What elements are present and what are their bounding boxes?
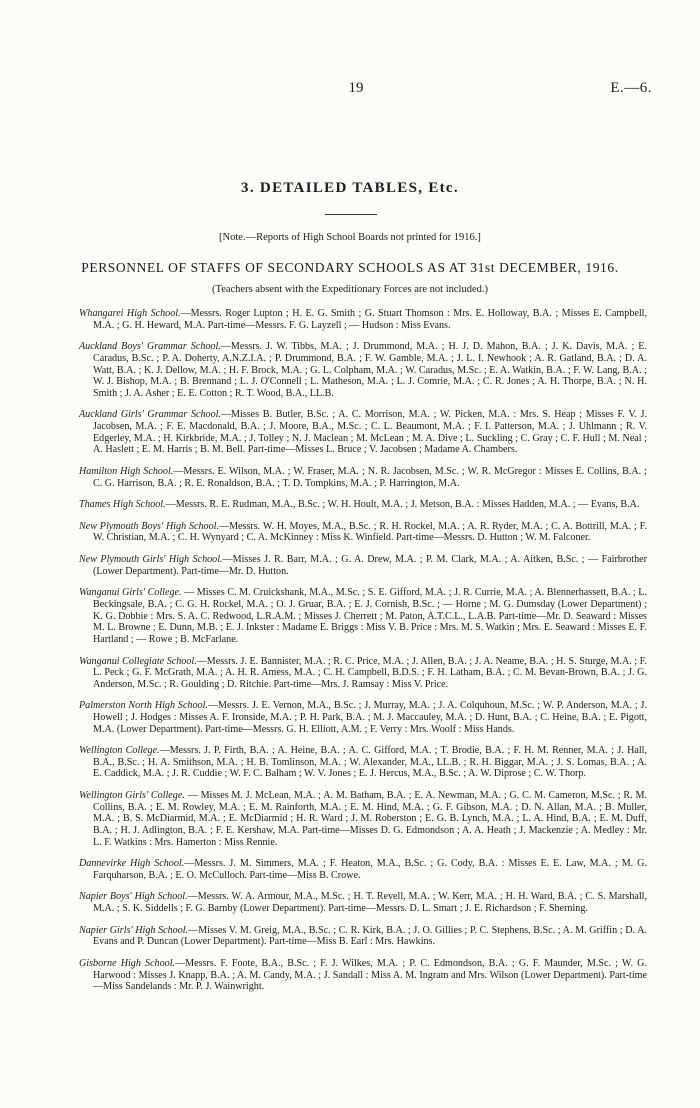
staff-list: —Messrs. J. M. Simmers, M.A. ; F. Heaton, M.A., B.Sc. ; G. Cody, B.A. : Misses E. E. Law, M.A. ; M. G. Farquharson, B.A. ; E. O. McCulloch. Part-time—Miss B. Crowe. — [93, 858, 647, 881]
staff-list: —Messrs. Roger Lupton ; H. E. G. Smith ; G. Stuart Thomson : Mrs. E. Holloway, B.A. ; Misses E. Campbell, M.A. ; G. H. Heward, M.A. Part-time—Messrs. F. G. Layzell ; — Hudson : Miss Evans. — [93, 308, 647, 331]
staff-list: —Messrs. E. Wilson, M.A. ; W. Fraser, M.A. ; N. R. Jacobsen, M.Sc. ; W. R. McGregor : Misses E. Collins, B.A. ; C. G. Harrison, B.A. ; R. E. Ronaldson, B.A. ; T. D. Tompkins, M.A. ; P. Harrington, M.A. — [93, 465, 647, 489]
staff-list: — Misses M. J. McLean, M.A. ; A. M. Batham, B.A. ; E. A. Newman, M.A. ; G. C. M. Cameron, M.Sc. ; R. M. Collins, B.A. ; E. M. Rowley, M.A. ; E. M. Rainforth, M.A. ; E. M. Hind, M.A. ; G. F. Gibson, M.A. ; D. N. Allan, M.A. ; B. Muller, M.A. ; B. S. McDiarmid, M.A. ; E. McDiarmid ; H. R. Ward ; J. M. Roberston ; E. G. B. Lynch, M.A. ; L. A. Hind, B.A. ; E. M. Duff, B.A. ; H. J. Adlington, B.A. ; F. E. Kershaw, M.A. Part-time—Misses D. G. Edmondson ; A. A. Heath ; J. Mackenzie ; A. Medley : Mr. L. F. Watkins : Mrs. Hamerton : Miss Rennie. — [93, 790, 647, 848]
staff-list: —Misses J. R. Barr, M.A. ; G. A. Drew, M.A. ; P. M. Clark, M.A. ; A. Aitken, B.Sc. ; — Fairbrother (Lower Department). Part-time—Mr. D. Hutton. — [93, 554, 647, 577]
school-name: Wellington Girls' College. — [79, 790, 185, 802]
staff-list: —Messrs. J. P. Firth, B.A. ; A. Heine, B.A. ; A. C. Gifford, M.A. ; T. Brodie, B.A. ; F. H. M. Renner, M.A. ; J. Hall, B.A., B.Sc. ; H. A. Smithson, M.A. ; H. B. Tomlinson, M.A. ; W. Alexander, M.A., LL.B. ; R. H. Biggar, M.A. ; J. S. Lomas, B.A. ; A. E. Caddick, M.A. ; J. R. Cuddie ; W. F. C. Balham ; W. V. Jones ; E. J. Hercus, M.A., B.Sc. ; A. W. Diprose ; C. W. Thorp. — [93, 745, 647, 780]
staff-entry — [79, 745, 647, 780]
staff-entry — [79, 891, 647, 914]
school-name: Dannevirke High School. — [79, 858, 185, 870]
school-name: Wanganui Girls' College. — [79, 587, 182, 599]
staff-list: —Messrs. W. A. Armour, M.A., M.Sc. ; H. T. Revell, M.A. ; W. Kerr, M.A. ; H. H. Ward, B.A. ; C. S. Marshall, M.A. ; S. K. Siddells ; F. G. Barnby (Lower Department). Part-time—Messrs. D. L. Smart ; J. E. Richardson ; F. Sherning. — [93, 891, 647, 915]
school-name: Thames High School. — [79, 499, 166, 511]
school-name: Napier Boys' High School. — [79, 891, 188, 903]
school-name: Palmerston North High School. — [79, 700, 208, 712]
staff-list: —Misses V. M. Greig, M.A., B.Sc. ; C. R. Kirk, B.A. ; J. O. Gillies ; P. C. Stephens, B.Sc. ; A. M. Griffin ; D. A. Evans and P. Duncan (Lower Department). Part-time—Miss B. Earl : Mrs. Hawkins. — [93, 924, 647, 948]
school-name: Auckland Girls' Grammar School. — [79, 409, 221, 421]
table-heading: PERSONNEL OF STAFFS OF SECONDARY SCHOOLS AS AT 31st DECEMBER, 1916. — [81, 260, 619, 275]
school-name: Hamilton High School. — [79, 465, 174, 477]
staff-list: —Messrs. J. E. Bannister, M.A. ; R. C. Price, M.A. ; J. Allen, B.A. ; J. A. Neame, B.A. ; H. S. Sturge, M.A. ; F. L. Peck ; G. F. McGrath, M.A. ; A. H. R. Amess, M.A. ; C. H. Campbell, B.D.S. ; F. H. Latham, B.A. ; C. M. Bevan-Brown, B.A. ; J. G. Anderson, M.Sc. ; R. Goulding ; D. Ritchie. Part-time—Mrs. J. Ramsay : Miss V. Price. — [93, 655, 647, 690]
page-number: 19 — [348, 80, 364, 96]
school-name: New Plymouth Boys' High School. — [79, 520, 219, 532]
section-title: 3. DETAILED TABLES, Etc. — [241, 180, 459, 196]
staff-entries — [79, 298, 647, 1000]
staff-entry — [79, 554, 647, 577]
staff-entry — [79, 521, 647, 544]
school-name: Gisborne High School. — [79, 958, 176, 970]
school-name: Whangarei High School. — [79, 308, 181, 320]
title-rule — [325, 214, 377, 215]
staff-list: —Messrs. W. H. Moyes, M.A., B.Sc. ; R. H. Rockel, M.A. ; A. R. Ryder, M.A. ; C. A. Bottrill, M.A. ; F. W. Christian, M.A. ; C. H. Wynyard ; C. A. McKinney : Miss K. Winfield. Part-time—Messrs. D. Hutton ; W. M. Falconer. — [93, 520, 648, 544]
table-subnote: (Teachers absent with the Expeditionary Forces are not included.) — [212, 284, 488, 295]
staff-list: —Messrs. F. Foote, B.A., B.Sc. ; F. J. Wilkes, M.A. ; P. C. Edmondson, B.A. ; G. F. Maunder, M.Sc. ; W. G. Harwood : Misses J. Knapp, B.A. ; A. M. Candy, M.A. ; J. Sandall : Miss A. M. Ingram and Mrs. Wilson (Lower Department). Part-time—Miss Sandelands : Mr. P. J. Wainwright. — [93, 958, 647, 993]
staff-entry — [79, 466, 647, 489]
school-name: Wanganui Collegiate School. — [79, 655, 197, 667]
staff-entry — [79, 858, 647, 881]
staff-entry — [79, 700, 647, 735]
staff-list: —Messrs. J. E. Vernon, M.A., B.Sc. ; J. Murray, M.A. ; J. A. Colquhoun, M.Sc. ; W. P. Anderson, M.A. ; J. Howell ; J. Hodges : Misses A. F. Ironside, M.A. ; P. H. Park, B.A. ; M. J. Maccauley, M.A. ; D. Hunt, B.A. ; C. Heine, B.A. ; E. Pigott, M.A. (Lower Department). Part-time—Messrs. G. H. Elliott, A.M. ; F. Verry : Mrs. Woolf : Miss Hands. — [93, 700, 647, 735]
staff-entry — [79, 341, 647, 399]
school-name: Auckland Boys' Grammar School. — [79, 341, 221, 353]
staff-entry — [79, 587, 647, 645]
report-note: [Note.—Reports of High School Boards not printed for 1916.] — [219, 232, 481, 243]
series-code: E.—6. — [610, 80, 652, 96]
staff-entry — [79, 308, 647, 331]
staff-entry — [79, 958, 647, 993]
staff-entry — [79, 925, 647, 948]
staff-list: —Messrs. J. W. Tibbs, M.A. ; J. Drummond, M.A. ; H. J. D. Mahon, B.A. ; J. K. Davis, M.A. ; E. Caradus, B.Sc. ; P. A. Doherty, A.N.Z.I.A. ; P. Drummond, B.A. ; F. W. Gamble, M.A. ; J. L. I. Newhook ; A. R. Gatland, B.A. ; D. A. Watt, B.A. ; K. J. Dellow, M.A. ; H. F. Brock, M.A. ; G. L. Colpham, M.A. ; W. Caradus, M.Sc. ; E. A. Watkin, B.A. ; F. W. Lang, B.A. ; W. J. Bishop, M.A. ; B. Brennand ; L. J. O'Connell ; L. Matheson, M.A. ; L. J. Comrie, M.A. ; C. R. Jones ; A. H. Thorpe, B.A. ; N. H. Smith ; J. A. Asher ; E. E. Cotton ; R. T. Wood, B.A., LL.B. — [93, 341, 648, 399]
school-name: Wellington College. — [79, 745, 160, 757]
school-name: Napier Girls' High School. — [79, 924, 189, 936]
school-name: New Plymouth Girls' High School. — [79, 554, 223, 566]
staff-entry — [79, 790, 647, 848]
staff-list: —Messrs. R. E. Rudman, M.A., B.Sc. ; W. H. Hoult, M.A. ; J. Metson, B.A. : Misses Hadden, M.A. ; — Evans, B.A. — [165, 499, 640, 511]
staff-list: — Misses C. M. Cruickshank, M.A., M.Sc. ; S. E. Gifford, M.A. ; J. R. Currie, M.A. ; A. Blennerhassett, B.A. ; L. Beckingsale, B.A. ; C. G. H. Rockel, M.A. ; O. J. Gruar, B.A. ; E. J. Cornish, B.Sc. ; — Horne ; M. G. Dumsday (Lower Department) ; K. G. Dobbie : Mrs. S. A. C. Redwood, L.R.A.M. ; Misses J. Cherrett ; M. Paton, A.T.C.L., L.A.B. Part-time—Mr. D. Seaward : Misses M. L. Browne ; E. Dunn, M.B. ; E. J. Inkster : Madame E. Briggs : Miss V. B. Price : Mrs. M. S. Watkin ; Mrs. E. Seaward : Misses E. F. Hartland ; — Rowe ; B. McFarlane. — [93, 587, 647, 645]
staff-list: —Misses B. Butler, B.Sc. ; A. C. Morrison, M.A. ; W. Picken, M.A. : Mrs. S. Heap ; Misses F. V. J. Jacobsen, M.A. ; F. E. Macdonald, B.A. ; J. Moore, B.A., M.Sc. ; C. L. Beaumont, M.A. ; F. I. Patterson, M.A. ; J. Uhlmann ; R. V. Edgerley, M.A. ; H. Kirkbride, M.A. ; J. Tolley ; N. J. Maclean ; M. McLean ; M. A. Dive ; L. Suckling ; C. Gray ; C. F. Hull ; M. Neal ; A. Haslett ; E. M. Harris ; B. M. Bell. Part-time—Misses L. Bruce ; V. Jacobsen ; Madame A. Chambers. — [93, 409, 647, 456]
staff-entry — [79, 656, 647, 691]
staff-entry — [79, 409, 647, 455]
staff-entry — [79, 499, 647, 511]
